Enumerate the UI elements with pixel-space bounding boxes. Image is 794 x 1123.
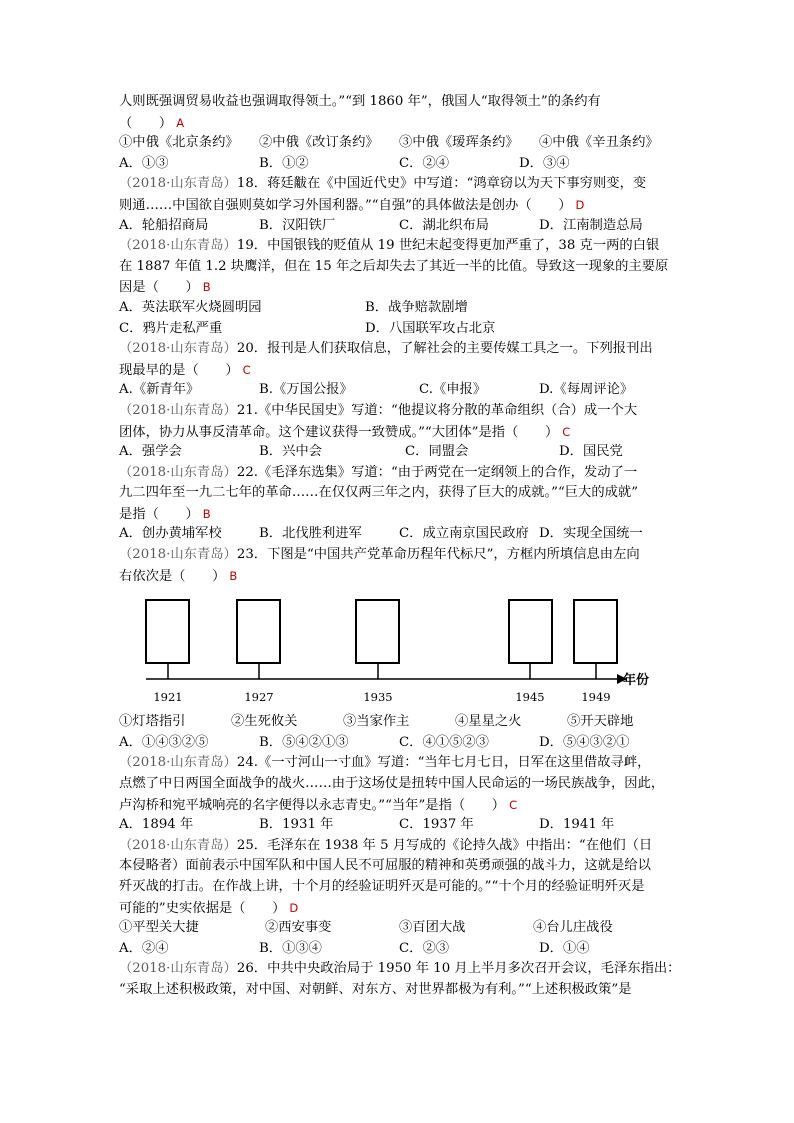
text-line <box>119 401 679 422</box>
text-line <box>119 174 679 195</box>
question-text: 22.《毛泽东选集》写道：“由于两党在一定纲领上的合作，发动了一 <box>236 464 638 480</box>
text-line <box>119 795 679 816</box>
timeline-box <box>237 600 280 663</box>
question-text: 点燃了中日两国全面战争的战火……由于这场仗是扭转中国人民命运的一场民族战争，因此， <box>119 776 665 792</box>
options-line <box>119 216 679 237</box>
option-d: D．①④ <box>539 940 590 956</box>
timeline-box <box>574 600 617 663</box>
option-d: D．③④ <box>519 155 570 171</box>
question-text: 可能的”史实依据是（ ） <box>119 900 286 916</box>
option-b: B．兴中会 <box>259 444 322 460</box>
answer-mark: C <box>509 797 518 812</box>
answer-mark: D <box>289 900 299 915</box>
question-text: 卢沟桥和宛平城响亮的名字便得以永志青史。”“当年”是指（ ） <box>119 797 506 813</box>
option-c: C．成立南京国民政府 <box>399 526 529 542</box>
option-c: C．鸦片走私严重 <box>119 320 223 336</box>
text-line <box>119 463 679 484</box>
option-d: D．国民党 <box>559 444 623 460</box>
text-line <box>119 856 679 877</box>
text-line <box>119 545 679 566</box>
option-b: B．北伐胜利进军 <box>259 526 362 542</box>
timeline-figure <box>119 586 679 712</box>
answer-mark: B <box>202 506 211 521</box>
question-source: （2018·山东青岛） <box>119 837 237 853</box>
option-a: A．创办黄埔军校 <box>119 526 222 542</box>
list-item: ③中俄《瑷珲条约》 <box>399 135 519 151</box>
option-a: A．①③ <box>119 155 169 171</box>
option-d: D.《每周评论》 <box>539 382 634 398</box>
option-c: C．1937 年 <box>399 817 474 833</box>
timeline-box <box>146 600 189 663</box>
question-source: （2018·山东青岛） <box>119 238 237 254</box>
question-text: 在 1887 年值 1.2 块鹰洋，但在 15 年之后却失去了其近一半的比值。导致这一现象的主要原 <box>119 258 669 274</box>
text-line <box>119 113 679 134</box>
option-a: A．①④③②⑤ <box>119 734 209 750</box>
answer-mark: D <box>575 197 585 212</box>
question-source: （2018·山东青岛） <box>119 464 237 480</box>
text-line <box>119 566 679 587</box>
text-line <box>119 236 679 257</box>
question-text: 团体，协力从事反清革命。这个建议获得一致赞成。”“大团体”是指（ ） <box>119 424 559 440</box>
option-a: A.《新青年》 <box>119 382 200 398</box>
question-text: 23．下图是“中国共产党革命历程年代标尺”，方框内所填信息由左向 <box>236 547 640 563</box>
option-c: C．④①⑤②③ <box>399 734 489 750</box>
question-text: 19．中国银钱的贬值从 19 世纪末起变得更加严重了，38 克一两的白银 <box>236 238 660 254</box>
text-line <box>119 360 679 381</box>
question-text: 人则既强调贸易收益也强调取得领土。”“到 1860 年”，俄国人“取得领土”的条约有 <box>119 94 601 109</box>
option-b: B．汉阳铁厂 <box>259 217 336 233</box>
list-item: ④星星之火 <box>455 714 522 730</box>
answer-mark: B <box>202 280 211 295</box>
question-source: （2018·山东青岛） <box>119 755 237 771</box>
question-text: 20．报刊是人们获取信息，了解社会的主要传媒工具之一。下列报刊出 <box>236 341 653 357</box>
list-item: ①平型关大捷 <box>119 920 199 936</box>
text-line <box>119 277 679 298</box>
option-a: A．强学会 <box>119 444 182 460</box>
options-line <box>119 733 679 754</box>
list-item: ④中俄《辛丑条约》 <box>539 135 659 151</box>
items-line <box>119 918 679 939</box>
option-d: D．江南制造总局 <box>539 217 643 233</box>
question-source: （2018·山东青岛） <box>119 402 237 418</box>
question-text: （ ） <box>119 115 173 131</box>
question-text: 歼灭战的打击。在作战上讲，十个月的经验证明歼灭是可能的。”“十个月的经验证明歼灭是 <box>119 879 645 894</box>
question-text: 21.《中华民国史》写道：“他提议将分散的革命组织（合）成一个大 <box>236 402 638 418</box>
question-text: 18．蒋廷黻在《中国近代史》中写道：“鸿章窃以为天下事穷则变，变 <box>236 176 647 192</box>
text-line <box>119 422 679 443</box>
options-line <box>119 319 679 340</box>
timeline-axis-label: 年份 <box>623 673 650 689</box>
text-line <box>119 877 679 898</box>
text-line <box>119 836 679 857</box>
text-line <box>119 483 679 504</box>
question-text: 九二四年至一九二七年的革命……在仅仅两三年之内，获得了巨大的成就。”“巨大的成就” <box>119 485 639 501</box>
options-line <box>119 154 679 175</box>
text-line <box>119 753 679 774</box>
list-item: ③当家作主 <box>343 714 410 730</box>
options-line <box>119 939 679 960</box>
option-c: C.《申报》 <box>419 382 487 398</box>
timeline-box <box>509 600 552 663</box>
timeline-year: 1949 <box>581 690 611 705</box>
items-line <box>119 133 679 154</box>
option-a: A．轮船招商局 <box>119 217 209 233</box>
question-text: 是指（ ） <box>119 506 199 522</box>
text-line <box>119 980 679 1001</box>
list-item: ①灯塔指引 <box>119 714 186 730</box>
text-line <box>119 504 679 525</box>
list-item: ②生死攸关 <box>231 714 298 730</box>
list-item: ②中俄《改订条约》 <box>259 135 379 151</box>
answer-mark: B <box>229 568 238 583</box>
list-item: ④台儿庄战役 <box>533 920 613 936</box>
question-text: 25．毛泽东在 1938 年 5 月写成的《论持久战》中指出：“在他们（日 <box>236 837 653 853</box>
option-c: C．②③ <box>399 940 450 956</box>
question-text: 则通……中国欲自强则莫如学习外国利器。”“自强”的具体做法是创办（ ） <box>119 197 572 213</box>
question-source: （2018·山东青岛） <box>119 547 237 563</box>
option-a: A．1894 年 <box>119 817 194 833</box>
question-text: 因是（ ） <box>119 280 199 296</box>
options-line <box>119 380 679 401</box>
question-text: 现最早的是（ ） <box>119 362 239 378</box>
timeline-year: 1927 <box>244 690 274 705</box>
timeline-year: 1921 <box>153 690 183 705</box>
options-line <box>119 442 679 463</box>
answer-mark: A <box>176 115 185 130</box>
answer-mark: C <box>242 362 251 377</box>
timeline-year: 1945 <box>515 690 545 705</box>
question-text: 本侵略者）面前表示中国军队和中国人民不可屈服的精神和英勇顽强的战斗力，这就是给以 <box>119 858 651 874</box>
question-source: （2018·山东青岛） <box>119 341 237 357</box>
list-item: ②西安事变 <box>265 920 332 936</box>
option-b: B．1931 年 <box>259 817 334 833</box>
option-d: D．⑤④③②① <box>539 734 630 750</box>
options-line <box>119 815 679 836</box>
text-line <box>119 774 679 795</box>
list-item: ③百团大战 <box>399 920 466 936</box>
text-line <box>119 195 679 216</box>
question-text: “采取上述积极政策，对中国、对朝鲜、对东方、对世界都极为有利。”“上述积极政策”是 <box>119 981 632 997</box>
option-b: B．战争赔款剧增 <box>365 299 468 315</box>
options-line <box>119 524 679 545</box>
question-text: 24.《一寸河山一寸血》写道：“当年七月七日，日军在这里借故寻衅， <box>236 755 651 771</box>
question-text: 26．中共中央政治局于 1950 年 10 月上半月多次召开会议，毛泽东指出： <box>236 961 681 977</box>
option-c: C．同盟会 <box>405 444 469 460</box>
option-a: A．②④ <box>119 940 169 956</box>
items-line <box>119 712 679 733</box>
list-item: ⑤开天辟地 <box>567 714 634 730</box>
question-text: 右依次是（ ） <box>119 568 226 584</box>
option-b: B．①③④ <box>259 940 322 956</box>
option-a: A．英法联军火烧圆明园 <box>119 299 262 315</box>
exam-page <box>119 92 679 1001</box>
text-line <box>119 959 679 980</box>
option-d: D．实现全国统一 <box>539 526 643 542</box>
text-line <box>119 898 679 919</box>
list-item: ①中俄《北京条约》 <box>119 135 239 151</box>
option-d: D．八国联军攻占北京 <box>365 320 496 336</box>
option-c: C．②④ <box>399 155 450 171</box>
option-d: D．1941 年 <box>539 817 615 833</box>
option-c: C．湖北织布局 <box>399 217 489 233</box>
timeline-svg <box>119 586 679 712</box>
option-b: B．①② <box>259 155 309 171</box>
text-line <box>119 339 679 360</box>
option-b: B.《万国公报》 <box>259 382 353 398</box>
timeline-year: 1935 <box>363 690 393 705</box>
text-line <box>119 257 679 278</box>
timeline-box <box>356 600 399 663</box>
answer-mark: C <box>562 424 571 439</box>
options-line <box>119 298 679 319</box>
question-source: （2018·山东青岛） <box>119 961 237 977</box>
option-b: B．⑤④②①③ <box>259 734 349 750</box>
question-source: （2018·山东青岛） <box>119 176 237 192</box>
text-line <box>119 92 679 113</box>
